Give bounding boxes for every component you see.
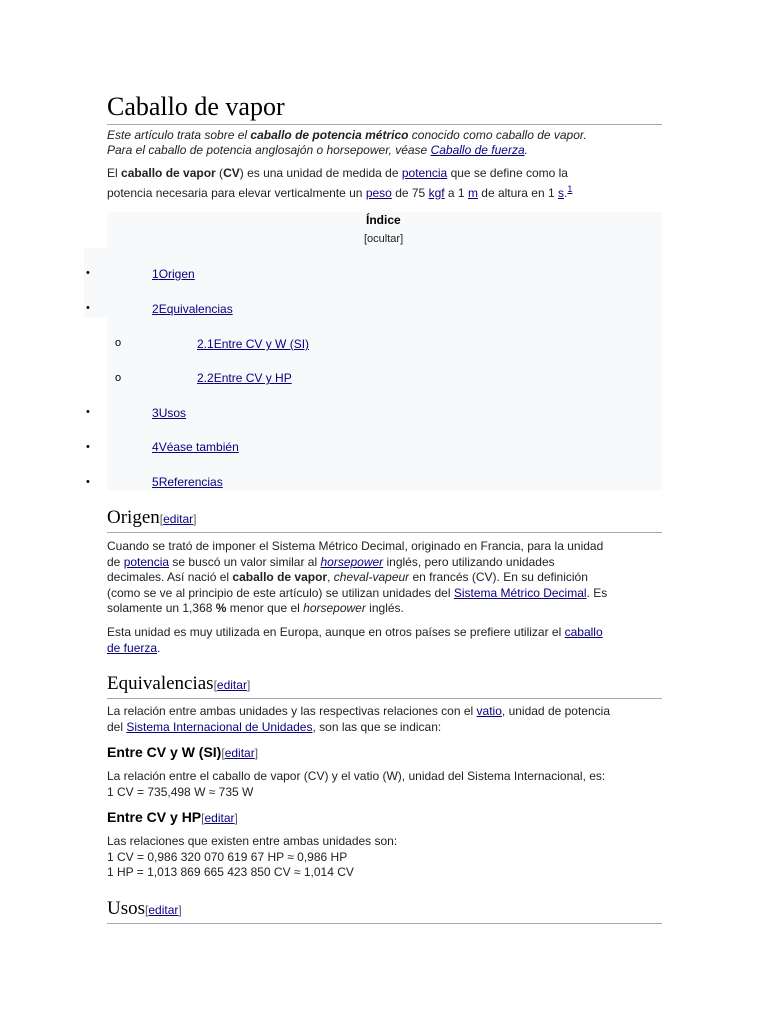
toc-title: Índice: [366, 213, 401, 227]
origen-paragraph-2: Esta unidad es muy utilizada en Europa, aunque en otros países se prefiere utilizar el caballo de fuerza.: [107, 625, 603, 655]
link-caballo-de-fuerza-2b[interactable]: de fuerza: [107, 640, 158, 655]
circle-bullet-icon: o: [115, 337, 122, 349]
edit-link-cv-w[interactable]: editar: [224, 746, 255, 760]
bullet-icon: •: [86, 441, 90, 453]
reference-1[interactable]: 1: [567, 183, 573, 194]
edit-link-usos[interactable]: editar: [148, 903, 179, 917]
edit-link-origen[interactable]: editar: [163, 512, 194, 526]
edit-link-cv-hp[interactable]: editar: [204, 811, 235, 825]
toc-item-origen[interactable]: 1Origen: [152, 267, 195, 281]
origen-paragraph-1: Cuando se trató de imponer el Sistema Métrico Decimal, originado en Francia, para la unidad de potencia se buscó un valor similar al horsepower inglés, pero utilizando unidades decimales. Así nació el caballo de vapor, cheval-vapeur en francés (CV). En su definición (como se ve al principio de este artículo) se utilizan unidades del Sistema Métrico Decimal. Es solamente un 1,368 % menor que el horsepower inglés.: [107, 539, 608, 615]
link-s[interactable]: s: [558, 185, 564, 200]
page-title: Caballo de vapor: [107, 92, 662, 125]
link-kgf[interactable]: kgf: [428, 185, 445, 200]
link-caballo-de-fuerza[interactable]: Caballo de fuerza: [430, 143, 525, 157]
equivalencias-paragraph: La relación entre ambas unidades y las respectivas relaciones con el vatio, unidad de potencia del Sistema Internacional de Unidades, son las que se indican:: [107, 704, 610, 734]
intro-paragraph: El caballo de vapor (CV) es una unidad de medida de potencia que se define como la potencia necesaria para elevar verticalmente un peso de 75 kgf a 1 m de altura en 1 s.$^1$: [107, 166, 573, 200]
toc-item-referencias[interactable]: 5Referencias: [152, 475, 223, 489]
heading-equivalencias: Equivalencias[editar]: [107, 672, 662, 699]
toc-item-entre-cv-y-w[interactable]: 2.1Entre CV y W (SI): [197, 337, 310, 351]
toc-item-usos[interactable]: 3Usos: [152, 406, 187, 420]
heading-usos: Usos[editar]: [107, 897, 662, 924]
heading-entre-cv-y-w: Entre CV y W (SI)[editar]: [107, 744, 259, 760]
heading-origen: Origen[editar]: [107, 506, 662, 533]
toc-toggle[interactable]: [ocultar]: [364, 233, 404, 245]
toc-item-equivalencias[interactable]: 2Equivalencias: [152, 302, 233, 316]
link-caballo-de-fuerza-2a[interactable]: caballo: [564, 625, 603, 639]
link-potencia-2[interactable]: potencia: [123, 554, 170, 569]
heading-entre-cv-y-hp: Entre CV y HP[editar]: [107, 809, 238, 825]
bullet-icon: •: [86, 267, 90, 279]
link-vatio[interactable]: vatio: [476, 704, 502, 718]
bullet-icon: •: [86, 406, 90, 418]
link-sistema-metrico-decimal[interactable]: Sistema Métrico Decimal: [453, 585, 587, 600]
link-horsepower[interactable]: horsepower: [320, 554, 384, 569]
link-peso[interactable]: peso: [365, 185, 392, 200]
cv-hp-text: Las relaciones que existen entre ambas unidades son: 1 CV = 0,986 320 070 619 67 HP ≈ 0,986 HP 1 HP = 1,013 869 665 423 850 CV ≈ 1,014 CV: [107, 834, 398, 879]
bullet-icon: •: [86, 302, 90, 314]
link-potencia[interactable]: potencia: [401, 166, 448, 180]
bullet-icon: •: [86, 476, 90, 488]
circle-bullet-icon: o: [115, 372, 122, 384]
link-sistema-internacional[interactable]: Sistema Internacional de Unidades: [126, 719, 313, 734]
hatnote: Este artículo trata sobre el caballo de potencia métrico conocido como caballo de vapor. Para el caballo de potencia anglosajón o horsepower, véase Caballo de fuerza.: [107, 128, 587, 157]
cv-w-text: La relación entre el caballo de vapor (CV) y el vatio (W), unidad del Sistema Internacional, es: 1 CV = 735,498 W ≈ 735 W: [107, 769, 606, 799]
link-m[interactable]: m: [467, 185, 478, 200]
toc-item-entre-cv-y-hp[interactable]: 2.2Entre CV y HP: [197, 371, 292, 385]
edit-link-equivalencias[interactable]: editar: [216, 678, 247, 692]
toc-item-vease-tambien[interactable]: 4Véase también: [152, 440, 239, 454]
